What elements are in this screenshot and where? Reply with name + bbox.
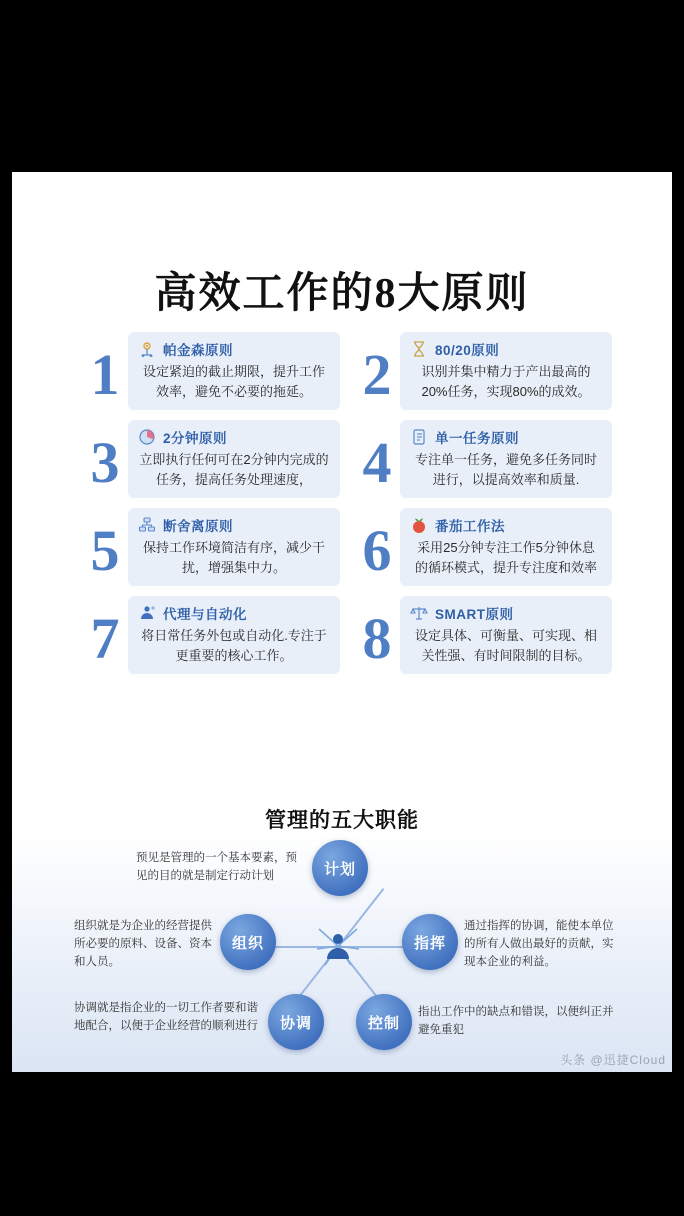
infographic-card (12, 172, 672, 1072)
principle-title: 断舍离原则 (163, 519, 233, 534)
principle-body: 设定具体、可衡量、可实现、相关性强、有时间限制的目标。 (414, 628, 597, 663)
tomato-icon (409, 515, 429, 535)
principle-item (354, 332, 612, 410)
principle-number: 8 (362, 606, 392, 671)
principle-title: SMART原则 (435, 607, 514, 622)
principle-body: 立即执行任何可在2分钟内完成的任务，提高任务处理速度， (139, 452, 329, 487)
desc-plan: 预见是管理的一个基本要素，预见的目的就是制定行动计划 (136, 852, 297, 882)
node-command[interactable]: 指挥 (402, 914, 458, 970)
checklist-icon (409, 427, 429, 447)
principle-panel (400, 508, 612, 586)
principle-item (82, 420, 340, 498)
principle-body: 将日常任务外包或自动化.专注于更重要的核心工作。 (141, 628, 327, 663)
desc-control: 指出工作中的缺点和错误，以便纠正并避免重犯 (418, 1006, 614, 1036)
principle-item (354, 420, 612, 498)
principle-number: 6 (362, 518, 392, 583)
principle-header (137, 339, 331, 359)
principles-grid (82, 332, 612, 674)
principle-item (354, 508, 612, 586)
desc-coordinate: 协调就是指企业的一切工作者要和谐地配合，以便于企业经营的顺利进行 (74, 1002, 258, 1032)
principle-title: 80/20原则 (435, 343, 500, 358)
principle-header (409, 515, 603, 535)
principle-panel (128, 596, 340, 674)
hourglass-icon (409, 339, 429, 359)
robot-icon (137, 603, 157, 623)
principle-item (82, 508, 340, 586)
principle-number: 3 (90, 430, 120, 495)
principle-number: 4 (362, 430, 392, 495)
principle-panel (128, 420, 340, 498)
principle-item (82, 332, 340, 410)
principle-body: 识别并集中精力于产出最高的20%任务，实现80%的成效。 (421, 364, 591, 399)
pie-chart-icon (137, 427, 157, 447)
principle-number: 7 (90, 606, 120, 671)
principle-number: 1 (90, 342, 120, 407)
principle-title: 代理与自动化 (163, 607, 247, 622)
principle-item (82, 596, 340, 674)
principle-header (137, 515, 331, 535)
management-functions-diagram (12, 832, 672, 1072)
network-icon (137, 339, 157, 359)
node-control[interactable]: 控制 (356, 994, 412, 1050)
principle-panel (128, 332, 340, 410)
principle-panel (400, 596, 612, 674)
principle-item (354, 596, 612, 674)
principle-panel (400, 332, 612, 410)
principle-body: 保持工作环境简洁有序，减少干扰，增强集中力。 (142, 540, 325, 575)
node-coordinate[interactable]: 协调 (268, 994, 324, 1050)
center-person-icon (308, 916, 368, 976)
desc-organize: 组织就是为企业的经营提供所必要的原料、设备、资本和人员。 (74, 920, 212, 968)
principle-header (137, 603, 331, 623)
desc-command: 通过指挥的协调，能使本单位的所有人做出最好的贡献，实现本企业的利益。 (464, 920, 614, 968)
scales-icon (409, 603, 429, 623)
principle-title: 帕金森原则 (163, 343, 233, 358)
principle-body: 采用25分钟专注工作5分钟休息的循环模式，提升专注度和效率 (414, 540, 597, 575)
page-title: 高效工作的8大原则 (154, 271, 530, 317)
principle-number: 2 (362, 342, 392, 407)
principle-body: 专注单一任务，避免多任务同时进行，以提高效率和质量. (414, 452, 597, 487)
principle-header (137, 427, 331, 447)
principle-header (409, 339, 603, 359)
watermark: 头条 @迅捷Cloud (560, 1053, 666, 1067)
principle-panel (128, 508, 340, 586)
principle-body: 设定紧迫的截止期限，提升工作效率，避免不必要的拖延。 (142, 364, 325, 399)
principle-number: 5 (90, 518, 120, 583)
principle-title: 2分钟原则 (163, 431, 228, 446)
principle-header (409, 427, 603, 447)
principle-title: 番茄工作法 (435, 519, 505, 534)
node-plan[interactable]: 计划 (312, 840, 368, 896)
principle-panel (400, 420, 612, 498)
sitemap-icon (137, 515, 157, 535)
principle-title: 单一任务原则 (435, 431, 519, 446)
section-title: 管理的五大职能 (265, 808, 419, 832)
node-organize[interactable]: 组织 (220, 914, 276, 970)
principle-header (409, 603, 603, 623)
